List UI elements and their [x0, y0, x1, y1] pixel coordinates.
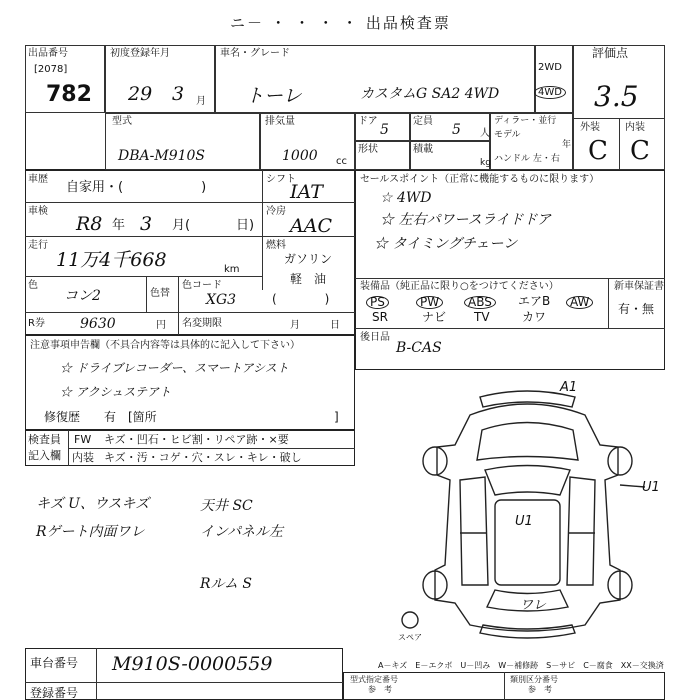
capacity-unit: 人 — [480, 128, 490, 139]
designation-label-2: 類別区分番号 — [510, 675, 558, 684]
inspection-year: R8 — [76, 213, 103, 235]
drive-4wd: 4WD — [534, 86, 566, 99]
diagram-mark-crack: ワレ — [520, 598, 547, 613]
inspection-year-unit: 年 — [112, 218, 126, 233]
chassis-label: 車台番号 — [30, 656, 79, 670]
car-name-label: 車名・グレード — [220, 48, 290, 59]
color-code-label: 色コード — [182, 280, 222, 291]
designation-label-1: 型式指定番号 — [350, 675, 398, 684]
dealer-label: ディラー・並行 — [494, 116, 557, 126]
color-value: コン2 — [64, 288, 101, 304]
color-change-label: 色替 — [150, 288, 170, 299]
load-unit: kg — [480, 158, 491, 168]
car-grade-value: カスタムG SA2 4WD — [360, 86, 500, 102]
inspection-month: 3 — [140, 213, 153, 235]
inspector-row1-items: キズ・凹石・ヒビ割・リペア跡・×要 — [104, 433, 289, 446]
inspection-day-unit: 日) — [236, 218, 255, 233]
rating-ext-label: 外装 — [580, 122, 600, 133]
recycle-label: R券 — [28, 318, 45, 329]
equip-sr: SR — [372, 310, 388, 324]
inspector-row1-tag: FW — [74, 433, 92, 446]
inspector-note-left-2: Rゲート内面ワレ — [36, 524, 145, 540]
inspector-label-2: 記入欄 — [28, 449, 61, 462]
diagram-mark-u1-roof: U1 — [515, 514, 533, 529]
inspector-row2-items: キズ・汚・コゲ・穴・スレ・キレ・破し — [104, 451, 302, 464]
diagram-mark-u1-side: U1 — [642, 480, 660, 495]
equip-navi: ナビ — [422, 310, 447, 324]
fuel-opt1: ガソリン — [284, 252, 333, 266]
lot-number: 782 — [46, 82, 92, 107]
equip-airbag: エアB — [518, 294, 551, 308]
repair-close: ] — [334, 410, 339, 424]
first-reg-year: 29 — [128, 83, 153, 105]
equip-leather: カワ — [522, 310, 547, 324]
handle-label: ハンドル 左・右 — [494, 154, 560, 164]
doors-value: 5 — [380, 122, 389, 138]
capacity-value: 5 — [452, 122, 461, 138]
mileage-unit: km — [224, 264, 240, 275]
lot-label: 出品番号 — [28, 48, 68, 59]
chassis-value: M910S-0000559 — [112, 653, 273, 675]
fuel-opt2: 軽 油 — [290, 272, 327, 286]
ac-label: 冷房 — [266, 206, 286, 217]
displacement-unit: cc — [336, 156, 347, 167]
name-change-month: 月 — [290, 320, 300, 331]
rating-int-label: 内装 — [625, 122, 645, 133]
car-name-value: トーレ — [245, 85, 302, 107]
usage-label: 車歴 — [28, 174, 48, 185]
capacity-label: 定員 — [413, 116, 433, 127]
legend-text: A－キズ E－エクボ U－凹み W－補修跡 S－サビ C－腐食 XX－交換済 — [378, 661, 664, 670]
inspector-note-right-1: 天井 SC — [200, 498, 253, 514]
model-year-unit: 年 — [562, 140, 572, 150]
inspection-label: 車検 — [28, 206, 48, 217]
displacement-value: 1000 — [282, 148, 318, 164]
spare-label: スペア — [398, 633, 422, 642]
sheet-title: ニ－ ・ ・ ・ ・ 出品検査票 — [230, 14, 451, 32]
note-1: ☆ ドライブレコーダー、スマートアシスト — [60, 361, 289, 375]
equipment-label: 装備品（純正品に限り○をつけてください） — [360, 281, 559, 292]
rating-label: 評価点 — [592, 46, 629, 60]
designation-ref-2: 参 考 — [528, 685, 552, 694]
inspector-note-right-3: Rルム S — [200, 576, 253, 592]
designation-ref-1: 参 考 — [368, 685, 392, 694]
name-change-label: 名変期限 — [182, 318, 222, 329]
inspector-note-right-2: インパネル左 — [200, 524, 284, 540]
equip-tv: TV — [474, 310, 490, 324]
shape-label: 形状 — [358, 144, 378, 155]
sales-points-label: セールスポイント（正常に機能するものに限ります） — [360, 174, 600, 185]
recycle-value: 9630 — [80, 316, 116, 332]
inspector-label-1: 検査員 — [28, 433, 61, 446]
rating-score: 3.5 — [594, 80, 639, 113]
recycle-unit: 円 — [156, 320, 166, 331]
mileage-label: 走行 — [28, 240, 48, 251]
aftermarket-label: 後日品 — [360, 332, 390, 343]
load-label: 積載 — [413, 144, 433, 155]
model-value: DBA-M910S — [118, 148, 206, 164]
inspector-note-left-1: キズ U、ウスキズ — [36, 496, 150, 512]
shift-label: シフト — [266, 174, 296, 185]
note-2: ☆ アクシュステアト — [60, 385, 171, 399]
color-code: XG3 — [206, 292, 237, 308]
equip-pw: PW — [416, 296, 443, 309]
new-warranty-label: 新車保証書 — [614, 281, 664, 292]
drive-2wd: 2WD — [538, 62, 562, 73]
displacement-label: 排気量 — [265, 116, 295, 127]
lot-sub: [2078] — [34, 64, 68, 75]
reg-no-label: 登録番号 — [30, 686, 79, 700]
usage-value: 自家用・( ) — [66, 180, 207, 195]
rating-ext: C — [588, 136, 608, 166]
sales-point-3: ☆ タイミングチェーン — [374, 236, 518, 252]
equip-aw: AW — [566, 296, 593, 309]
ac-value: AAC — [290, 215, 332, 237]
first-reg-month: 3 — [172, 83, 185, 105]
first-reg-label: 初度登録年月 — [110, 48, 170, 59]
fuel-paren: ( ) — [272, 292, 330, 306]
aftermarket-value: B-CAS — [396, 340, 442, 356]
equip-abs: ABS — [464, 296, 496, 309]
first-reg-month-unit: 月 — [196, 96, 206, 107]
rating-int: C — [630, 136, 650, 166]
sales-point-2: ☆ 左右パワースライドドア — [380, 212, 551, 228]
model-year-label: モデル — [494, 130, 521, 140]
drive-cell — [535, 45, 573, 113]
model-label: 型式 — [112, 116, 132, 127]
color-label: 色 — [28, 280, 38, 291]
shift-value: IAT — [290, 181, 323, 203]
equip-ps: PS — [366, 296, 389, 309]
warranty-options: 有・無 — [618, 302, 655, 316]
repair-label: 修復歴 有 [箇所 — [44, 410, 157, 424]
name-change-day: 日 — [330, 320, 340, 331]
fuel-label: 燃料 — [266, 240, 286, 251]
inspector-row2-tag: 内装 — [72, 451, 94, 464]
doors-label: ドア — [358, 116, 378, 127]
sales-point-1: ☆ 4WD — [380, 190, 432, 206]
mileage-value: 11万4千668 — [56, 249, 167, 271]
diagram-mark-a1: A1 — [560, 380, 578, 395]
inspection-month-unit: 月( — [172, 218, 191, 233]
notes-label: 注意事項申告欄（不具合内容等は具体的に記入して下さい） — [30, 340, 300, 351]
